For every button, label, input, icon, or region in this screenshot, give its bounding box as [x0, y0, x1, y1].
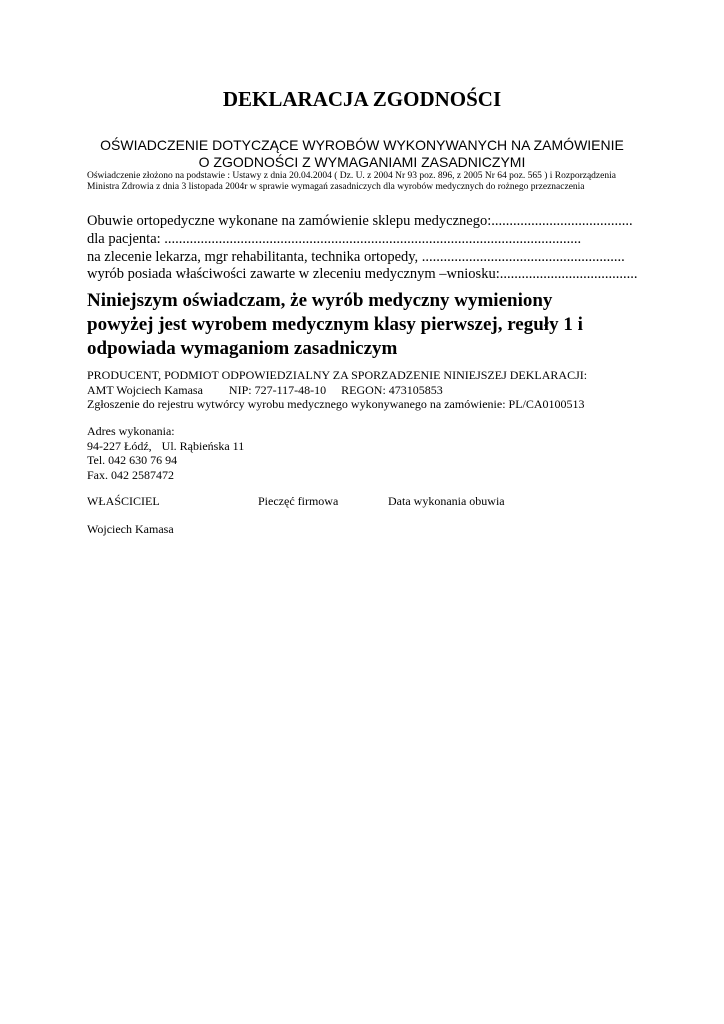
- fill-line-properties: wyrób posiada właściwości zawarte w zleceniu medycznym –wniosku:......................................: [87, 266, 638, 282]
- producer-regon: REGON: 473105853: [341, 382, 443, 397]
- address-street: Ul. Rąbieńska 11: [161, 438, 245, 453]
- phone-number: Tel. 042 630 76 94: [87, 453, 178, 467]
- producer-name: AMT Wojciech Kamasa: [87, 382, 203, 397]
- owner-label: WŁAŚCICIEL: [87, 494, 160, 508]
- declaration-line-2: powyżej jest wyrobem medycznym klasy pierwszej, reguły 1 i: [87, 314, 583, 335]
- legal-basis-line-1: Oświadczenie złożono na podstawie : Ustawy z dnia 20.04.2004 ( Dz. U. z 2004 Nr 93 poz. 896, z 2005 Nr 64 poz. 565 ) i Rozporządzenia: [87, 171, 616, 181]
- legal-basis-line-2: Ministra Zdrowia z dnia 3 listopada 2004r w sprawie wymagań zasadniczych dla wyrobów medycznych do rożnego przeznaczenia: [87, 182, 585, 192]
- owner-name: Wojciech Kamasa: [87, 522, 174, 536]
- declaration-statement: [87, 289, 687, 361]
- declaration-line-1: Niniejszym oświadczam, że wyrób medyczny wymieniony: [87, 290, 553, 311]
- address-line: [87, 439, 244, 454]
- date-label: Data wykonania obuwia: [388, 494, 505, 508]
- address-heading: Adres wykonania:: [87, 424, 175, 438]
- declaration-line-3: odpowiada wymaganiom zasadniczym: [87, 338, 398, 359]
- document-title: DEKLARACJA ZGODNOŚCI: [222, 87, 502, 111]
- fill-line-patient: dla pacjenta: ...................................................................................................................: [87, 231, 582, 247]
- fax-number: Fax. 042 2587472: [87, 467, 174, 482]
- address-postal: 94-227 Łódź,: [87, 438, 152, 453]
- producer-nip: NIP: 727-117-48-10: [228, 382, 327, 397]
- fill-line-prescriber: na zlecenie lekarza, mgr rehabilitanta, technika ortopedy, ........................................................: [87, 249, 625, 265]
- fill-line-ordering-shop: Obuwie ortopedyczne wykonane na zamówienie sklepu medycznego:.......................................: [87, 213, 633, 229]
- subtitle-line-1: OŚWIADCZENIE DOTYCZĄCE WYROBÓW WYKONYWANYCH NA ZAMÓWIENIE: [100, 137, 624, 153]
- subtitle-line-2: O ZGODNOŚCI Z WYMAGANIAMI ZASADNICZYMI: [198, 154, 526, 170]
- producer-heading: PRODUCENT, PODMIOT ODPOWIEDZIALNY ZA SPORZADZENIE NINIEJSZEJ DEKLARACJI:: [87, 368, 588, 382]
- stamp-label: Pieczęć firmowa: [258, 494, 339, 508]
- producer-details: [87, 383, 443, 398]
- registry-line: Zgłoszenie do rejestru wytwórcy wyrobu medycznego wykonywanego na zamówienie: PL/CA0100513: [87, 397, 585, 411]
